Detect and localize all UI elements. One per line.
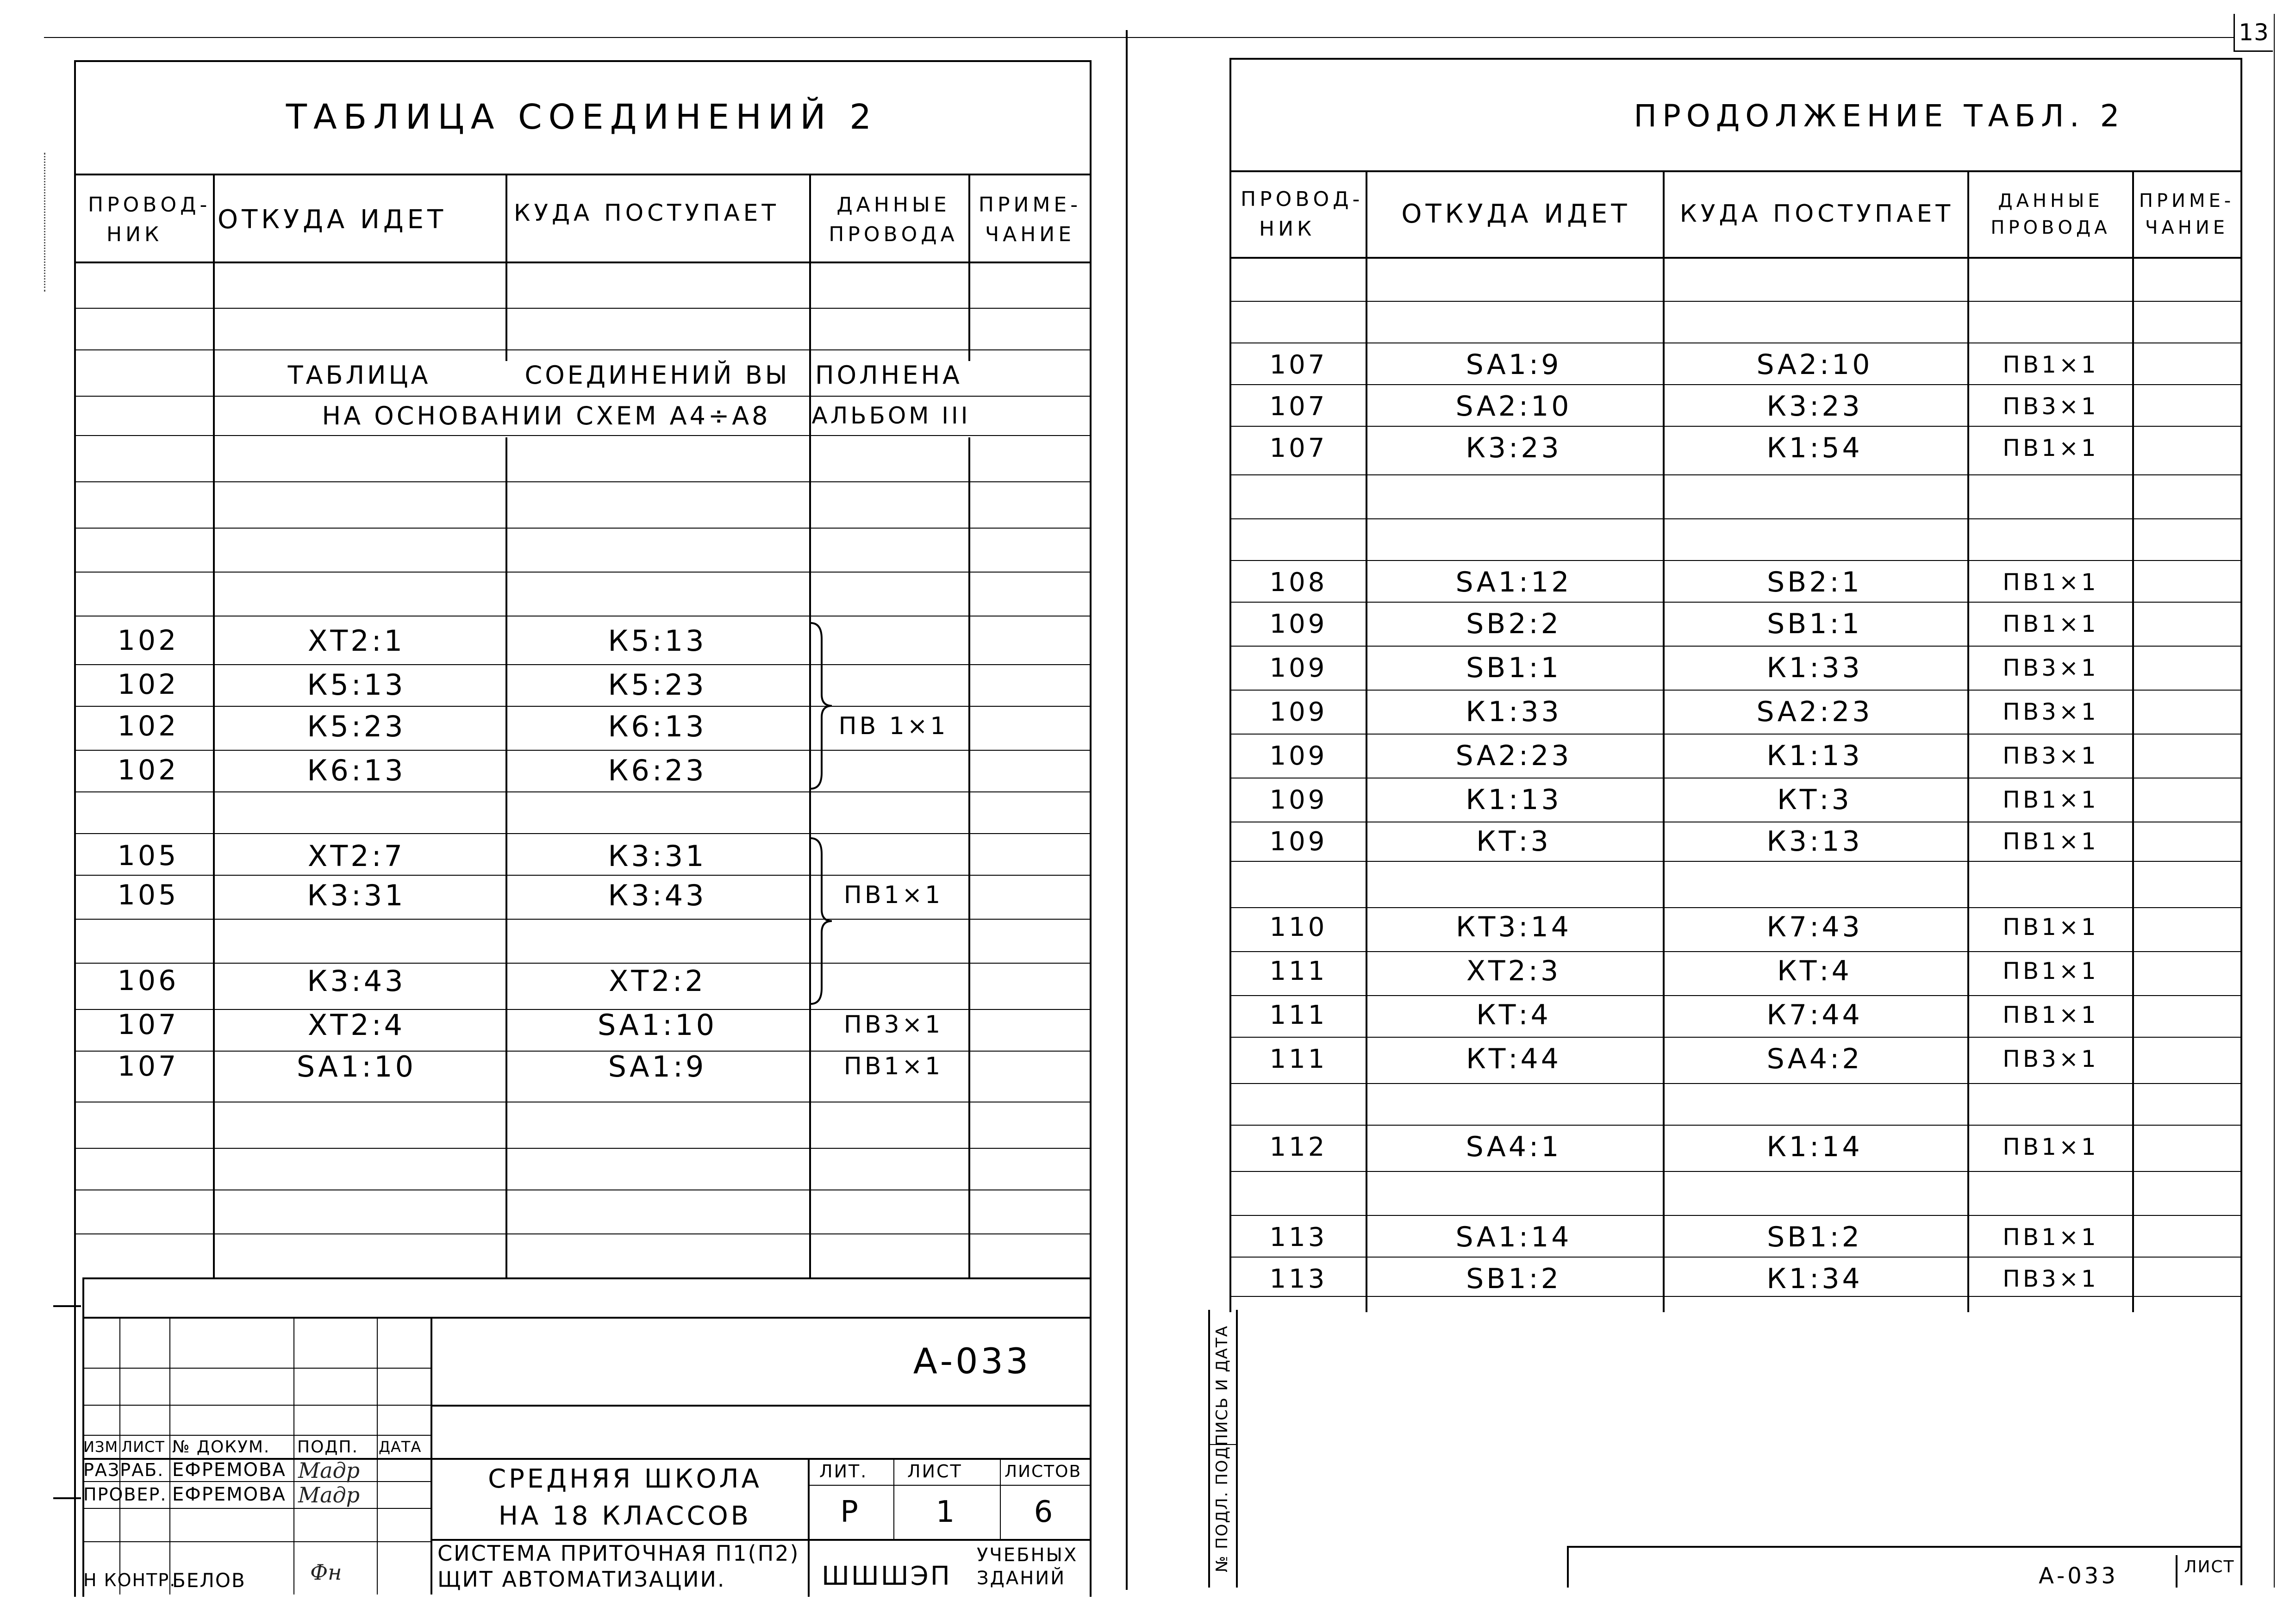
- right-row-to: SA2:23: [1756, 696, 1873, 728]
- stamp-project-line: [430, 1458, 1092, 1460]
- right-row-line: [1229, 1215, 2240, 1216]
- left-row-to: К3:31: [608, 839, 707, 873]
- stamp-code: А-033: [913, 1340, 1031, 1382]
- right-header-note-line2: ЧАНИЕ: [2145, 217, 2229, 238]
- left-row-data: ПВ1×1: [843, 1052, 943, 1080]
- stamp-lit-header-line: [808, 1485, 1092, 1486]
- right-frame-left: [1229, 58, 1231, 1312]
- stamp-small-line-7: [82, 1541, 430, 1542]
- right-row-wire: 109: [1269, 697, 1328, 727]
- right-header-note-line1: ПРИМЕ-: [2139, 190, 2235, 212]
- left-row-wire: 107: [117, 1009, 179, 1041]
- right-row-from: SA1:12: [1455, 566, 1572, 598]
- right-header-note: [2134, 175, 2240, 254]
- page-number-box: [2234, 14, 2273, 52]
- right-header-data: [1970, 175, 2132, 254]
- left-header-data: [815, 178, 972, 262]
- left-margin-tick-2: [53, 1497, 81, 1499]
- stamp-role-3: Н КОНТР.: [83, 1570, 176, 1590]
- right-row-line: [1229, 1037, 2240, 1038]
- left-col-line-4a: [968, 174, 970, 361]
- right-row-wire: 109: [1269, 741, 1328, 771]
- left-row-wire: 107: [117, 1050, 179, 1083]
- left-row-wire: 102: [117, 754, 179, 786]
- right-row-wire: 113: [1269, 1264, 1328, 1294]
- right-row-to: К7:44: [1766, 999, 1863, 1031]
- right-row-wire: 109: [1269, 785, 1328, 815]
- right-row-line: [1229, 646, 2240, 647]
- left-header-wire-line1: ПРОВОД-: [88, 193, 211, 217]
- left-row-line: [74, 1233, 1090, 1234]
- left-row-line: [74, 616, 1090, 617]
- left-row-from: ХТ2:7: [307, 839, 406, 873]
- right-row-data: ПВ3×1: [2003, 393, 2099, 420]
- left-row-from: К3:43: [307, 964, 406, 998]
- side-label-text: № ПОДЛ. ПОДПИСЬ И ДАТА: [1213, 1325, 1232, 1573]
- left-row-from: ХТ2:4: [307, 1008, 406, 1042]
- right-row-line: [1229, 518, 2240, 519]
- side-label: [1209, 1312, 1235, 1585]
- stamp-role-1: РАЗРАБ.: [83, 1460, 164, 1480]
- stamp-role-2: ПРОВЕР.: [83, 1484, 167, 1505]
- left-row-to: К6:13: [608, 709, 707, 743]
- right-row-to: К7:43: [1766, 911, 1863, 943]
- stamp-col-izm-label: ИЗМ: [83, 1438, 119, 1456]
- right-row-wire: 108: [1269, 567, 1328, 598]
- right-row-line: [1229, 734, 2240, 735]
- left-header-data-line2: ПРОВОДА: [829, 223, 958, 246]
- right-row-data: ПВ3×1: [2003, 742, 2099, 769]
- left-header-to: КУДА ПОСТУПАЕТ: [514, 199, 780, 226]
- left-header-data-line1: ДАННЫЕ: [836, 193, 950, 217]
- left-header-wire-line2: НИК: [106, 223, 163, 246]
- left-header-note-line1: ПРИМЕ-: [978, 193, 1082, 217]
- right-header-top: [1229, 170, 2242, 172]
- side-strip-right-line: [1236, 1310, 1238, 1588]
- left-header-wire: [88, 178, 213, 262]
- top-border-line: [44, 37, 2234, 38]
- right-row-to: К1:33: [1766, 652, 1863, 684]
- left-row-wire: 105: [117, 879, 179, 911]
- right-row-from: SB1:2: [1466, 1263, 1561, 1295]
- stamp-lit-value: Р: [840, 1495, 861, 1529]
- right-header-data-line1: ДАННЫЕ: [1998, 190, 2103, 212]
- stamp-org-line1: УЧЕБНЫХ: [977, 1544, 1078, 1566]
- right-row-to: К1:54: [1766, 432, 1863, 464]
- left-row-line: [74, 396, 1090, 397]
- left-row-to: К3:43: [608, 878, 707, 912]
- left-row-wire: 102: [117, 624, 179, 657]
- right-row-from: SB1:1: [1466, 652, 1561, 684]
- right-row-to: SA4:2: [1766, 1043, 1863, 1075]
- stamp-org-line2: ЗДАНИЙ: [977, 1568, 1066, 1589]
- stamp-col-data-label: ДАТА: [379, 1438, 422, 1456]
- right-row-wire: 112: [1269, 1132, 1328, 1162]
- stamp-sheets-value: 6: [1034, 1495, 1056, 1529]
- stamp-code-line: [430, 1405, 1092, 1407]
- stamp-top-line: [82, 1277, 1092, 1279]
- left-brace-group-2: [808, 835, 840, 1007]
- right-row-wire: 107: [1269, 391, 1328, 422]
- left-row-line: [74, 791, 1090, 792]
- left-row-line: [74, 481, 1090, 482]
- right-frame-top: [1229, 58, 2242, 60]
- stamp-small-line-2: [82, 1405, 430, 1406]
- left-row-line: [74, 262, 1090, 263]
- stamp-org-code: ШШШЭП: [822, 1561, 952, 1591]
- right-row-from: SA2:23: [1455, 740, 1572, 772]
- right-row-data: ПВ1×1: [2003, 569, 2099, 596]
- right-row-line: [1229, 1171, 2240, 1172]
- right-row-to: КТ:3: [1777, 784, 1852, 816]
- left-note-2b: АЛЬБОМ III: [811, 402, 971, 429]
- right-row-from: КТ:3: [1476, 825, 1551, 858]
- right-row-data: ПВ3×1: [2003, 698, 2099, 725]
- right-row-data: ПВ1×1: [2003, 351, 2099, 378]
- right-row-data: ПВ3×1: [2003, 1046, 2099, 1072]
- stamp-signature-3: Фн: [310, 1560, 342, 1585]
- right-row-line: [1229, 301, 2240, 302]
- right-row-from: К1:33: [1466, 696, 1562, 728]
- right-header-wire-line2: НИК: [1259, 217, 1316, 241]
- stamp-project-line1: СРЕДНЯЯ ШКОЛА: [488, 1464, 762, 1494]
- right-row-to: SB2:1: [1767, 566, 1862, 598]
- side-strip-divider: [1208, 1444, 1236, 1445]
- right-header-data-line2: ПРОВОДА: [1990, 217, 2111, 238]
- right-row-wire: 109: [1269, 609, 1328, 639]
- right-row-from: КТ:44: [1466, 1043, 1561, 1075]
- right-row-data: ПВ1×1: [2003, 786, 2099, 813]
- right-row-data: ПВ3×1: [2003, 1265, 2099, 1292]
- right-row-from: SA1:9: [1466, 349, 1562, 381]
- left-row-from: К5:23: [307, 709, 406, 743]
- stamp-col-list-label: ЛИСТ: [121, 1438, 165, 1456]
- stamp-col-doc-label: № ДОКУМ.: [172, 1437, 270, 1457]
- left-frame-right: [1090, 60, 1092, 1597]
- right-row-to: К3:23: [1766, 390, 1863, 423]
- stamp-col-podp: [377, 1317, 378, 1594]
- left-table-title: ТАБЛИЦА СОЕДИНЕНИЙ 2: [286, 97, 878, 137]
- stamp-col-doc: [293, 1317, 294, 1594]
- left-note-1a: ТАБЛИЦА: [287, 360, 431, 390]
- right-row-line: [1229, 690, 2240, 691]
- right-row-data: ПВ1×1: [2003, 1133, 2099, 1160]
- left-row-line: [74, 572, 1090, 573]
- left-note-1b: СОЕДИНЕНИЙ ВЫ: [524, 360, 790, 390]
- left-note-1c: ПОЛНЕНА: [815, 360, 962, 390]
- right-row-to: SA2:10: [1756, 349, 1873, 381]
- left-row-line: [74, 1148, 1090, 1149]
- stamp-signature-2: Мадр: [298, 1482, 360, 1507]
- right-row-from: К3:23: [1466, 432, 1562, 464]
- left-header-note-line2: ЧАНИЕ: [985, 223, 1075, 246]
- left-row-wire: 106: [117, 965, 179, 997]
- stamp-name-3: БЕЛОВ: [172, 1569, 246, 1592]
- right-row-wire: 109: [1269, 653, 1328, 683]
- right-row-wire: 113: [1269, 1222, 1328, 1252]
- left-frame-left: [74, 60, 76, 1597]
- stamp-signature-1: Мадр: [298, 1458, 360, 1483]
- left-row-wire: 102: [117, 668, 179, 701]
- left-row-line: [74, 435, 1090, 436]
- right-row-to: SB1:2: [1767, 1221, 1862, 1253]
- right-row-data: ПВ3×1: [2003, 654, 2099, 681]
- right-row-wire: 110: [1269, 912, 1328, 942]
- sheet-divider-line: [1126, 30, 1128, 1590]
- right-row-line: [1229, 1125, 2240, 1126]
- right-header-wire: [1241, 175, 1366, 254]
- bottom-stamp-sheet-label: ЛИСТ: [2184, 1557, 2235, 1576]
- right-row-from: SA1:14: [1455, 1221, 1572, 1253]
- left-row-to: SA1:9: [608, 1049, 707, 1084]
- stamp-small-line-6: [82, 1508, 430, 1509]
- left-row-line: [74, 919, 1090, 920]
- stamp-small-line-5: [82, 1481, 430, 1482]
- left-header-note: [972, 178, 1088, 262]
- stamp-lit-label: ЛИТ.: [819, 1461, 868, 1482]
- right-row-data: ПВ1×1: [2003, 435, 2099, 461]
- left-margin-mark: [44, 153, 51, 292]
- left-row-to: К5:23: [608, 667, 707, 702]
- stamp-name-1: ЕФРЕМОВА: [172, 1459, 286, 1481]
- right-row-line: [1229, 1083, 2240, 1084]
- left-row-data: ПВ1×1: [843, 881, 943, 909]
- left-row-data: ПВ3×1: [843, 1011, 943, 1039]
- stamp-col-data: [430, 1317, 432, 1594]
- bottom-stamp-code: А-033: [2039, 1563, 2118, 1589]
- right-row-data: ПВ1×1: [2003, 828, 2099, 855]
- left-row-line: [74, 308, 1090, 309]
- bottom-stamp-left: [1567, 1546, 1569, 1588]
- right-row-wire: 111: [1269, 1044, 1328, 1074]
- right-row-to: К1:13: [1766, 740, 1863, 772]
- right-col-line-3: [1967, 170, 1969, 1312]
- right-row-line: [1229, 560, 2240, 561]
- left-row-from: К5:13: [307, 667, 406, 702]
- right-col-line-2: [1663, 170, 1665, 1312]
- right-row-from: SA4:1: [1466, 1131, 1562, 1163]
- stamp-line-a: [82, 1317, 1092, 1319]
- right-row-line: [1229, 257, 2240, 259]
- stamp-col-podp-label: ПОДП.: [297, 1437, 359, 1457]
- left-row-data: [819, 664, 967, 705]
- right-row-data: ПВ1×1: [2003, 610, 2099, 637]
- right-row-wire: 111: [1269, 1000, 1328, 1030]
- right-header-to: КУДА ПОСТУПАЕТ: [1679, 200, 1954, 228]
- left-brace-group-1: [808, 620, 840, 791]
- right-row-line: [1229, 474, 2240, 475]
- right-row-to: SB1:1: [1767, 608, 1862, 640]
- left-row-to: К5:13: [608, 623, 707, 658]
- left-row-from: ХТ2:1: [307, 623, 406, 658]
- stamp-sheets-label: ЛИСТОВ: [1004, 1462, 1082, 1481]
- left-col-line-2b: [505, 437, 507, 1277]
- left-row-from: SA1:10: [296, 1049, 417, 1084]
- left-row-line: [74, 349, 1090, 350]
- right-row-from: ХТ2:3: [1466, 955, 1561, 987]
- stamp-small-line-1: [82, 1368, 430, 1369]
- left-row-to: ХТ2:2: [608, 964, 706, 998]
- stamp-system-line1: СИСТЕМА ПРИТОЧНАЯ П1(П2): [437, 1541, 800, 1566]
- stamp-project-line2: НА 18 КЛАССОВ: [498, 1501, 752, 1531]
- left-header-top: [74, 174, 1092, 175]
- left-row-line: [74, 833, 1090, 834]
- stamp-name-2: ЕФРЕМОВА: [172, 1484, 286, 1505]
- right-edge-line: [2274, 14, 2275, 1588]
- right-row-wire: 107: [1269, 349, 1328, 380]
- right-frame-right: [2240, 58, 2242, 1585]
- stamp-sheet-label: ЛИСТ: [907, 1461, 962, 1482]
- stamp-col-izm: [119, 1317, 120, 1594]
- right-row-wire: 111: [1269, 956, 1328, 986]
- left-row-wire: 102: [117, 710, 179, 742]
- left-row-data: ПВ 1×1: [838, 712, 948, 740]
- right-row-to: К1:14: [1766, 1131, 1863, 1163]
- left-row-data: [819, 960, 967, 1001]
- left-row-to: SA1:10: [597, 1008, 718, 1042]
- right-row-data: ПВ1×1: [2003, 1002, 2099, 1028]
- page-number: 13: [2239, 19, 2269, 46]
- right-row-from: КТ3:14: [1456, 911, 1572, 943]
- stamp-system-line2: ЩИТ АВТОМАТИЗАЦИИ.: [437, 1567, 726, 1592]
- bottom-stamp-top: [1567, 1546, 2240, 1548]
- left-margin-tick-1: [53, 1305, 81, 1307]
- stamp-col-list: [169, 1317, 170, 1594]
- left-header-from: ОТКУДА ИДЕТ: [218, 205, 447, 235]
- left-row-to: К6:23: [608, 753, 707, 787]
- right-row-to: К1:34: [1766, 1263, 1863, 1295]
- left-row-data: [819, 835, 967, 876]
- right-row-to: К3:13: [1766, 825, 1863, 858]
- left-col-line-4b: [968, 437, 970, 1277]
- left-row-from: К6:13: [307, 753, 406, 787]
- bottom-stamp-divider: [2176, 1555, 2177, 1588]
- left-note-2a: НА ОСНОВАНИИ СХЕМ А4÷А8: [322, 401, 771, 430]
- right-header-from: ОТКУДА ИДЕТ: [1401, 199, 1631, 230]
- right-row-data: ПВ1×1: [2003, 1224, 2099, 1251]
- right-row-to: КТ:4: [1777, 955, 1852, 987]
- right-row-data: ПВ1×1: [2003, 914, 2099, 940]
- left-row-from: К3:31: [307, 878, 406, 912]
- right-row-data: ПВ1×1: [2003, 958, 2099, 984]
- right-header-wire-line1: ПРОВОД-: [1241, 187, 1364, 212]
- left-col-line-2a: [505, 174, 507, 361]
- right-row-from: К1:13: [1466, 784, 1562, 816]
- left-row-line: [74, 528, 1090, 529]
- stamp-sheet-value: 1: [936, 1495, 958, 1529]
- left-row-data: [819, 620, 967, 661]
- right-row-from: SB2:2: [1466, 608, 1561, 640]
- right-row-from: КТ:4: [1476, 999, 1551, 1031]
- right-table-title: ПРОДОЛЖЕНИЕ ТАБЛ. 2: [1634, 98, 2125, 134]
- right-col-line-4: [2132, 170, 2134, 1312]
- left-row-data: [819, 750, 967, 791]
- left-row-wire: 105: [117, 840, 179, 872]
- right-row-wire: 109: [1269, 826, 1328, 857]
- right-row-from: SA2:10: [1455, 390, 1572, 423]
- right-col-line-1: [1366, 170, 1367, 1312]
- right-row-wire: 107: [1269, 433, 1328, 463]
